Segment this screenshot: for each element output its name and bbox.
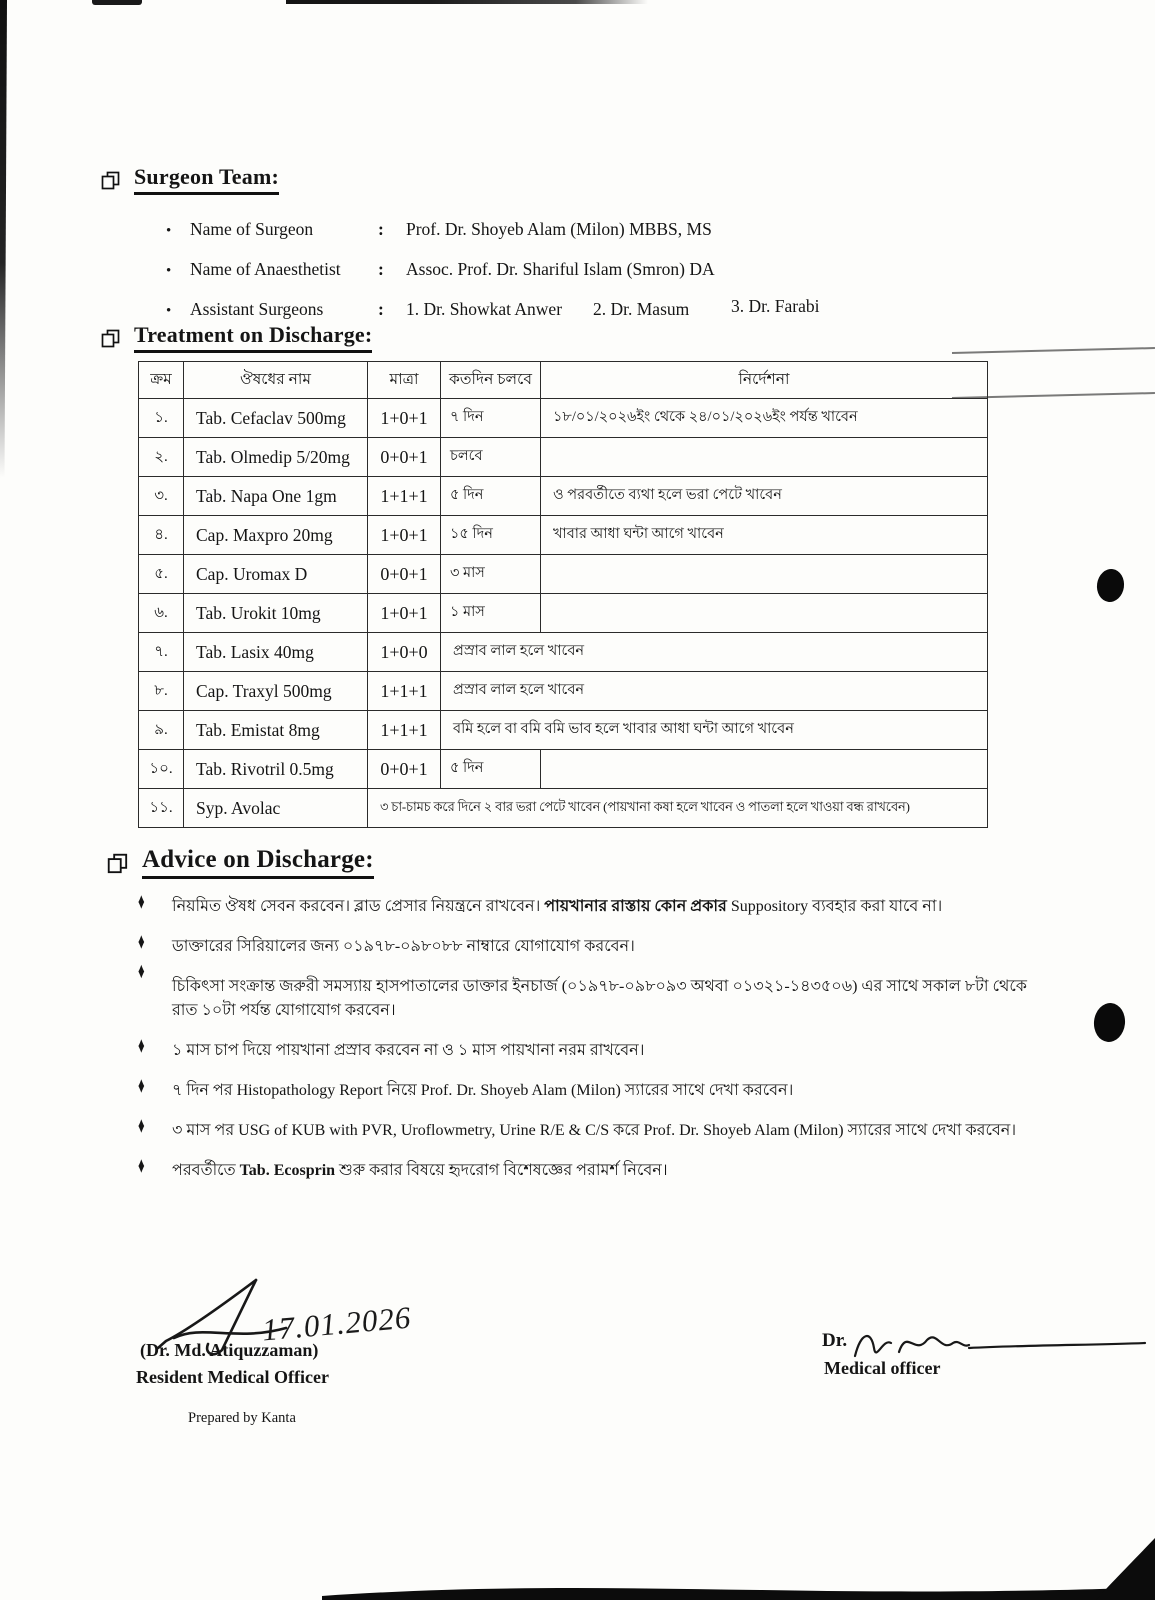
left-signatory-title: Resident Medical Officer bbox=[136, 1367, 329, 1387]
advice-text: ডাক্তারের সিরিয়ালের জন্য ০১৯৭৮-০৯৮০৮৮ নাম্বারে যোগাযোগ করবেন। bbox=[172, 937, 635, 955]
advice-text: ১ মাস চাপ দিয়ে পায়খানা প্রস্রাব করবেন না ও ১ মাস পায়খানা নরম রাখবেন। bbox=[172, 1042, 645, 1060]
cell-instruction: ৩ চা-চামচ করে দিনে ২ বার ভরা পেটে খাবেন (পায়খানা কষা হলে খাবেন ও পাতলা হলে খাওয়া বন্ধ রাখবেন) bbox=[368, 789, 988, 828]
advice-title: Advice on Discharge: bbox=[142, 846, 374, 879]
table-row bbox=[139, 711, 988, 750]
section-marker-icon bbox=[100, 329, 122, 349]
advice-item bbox=[106, 1032, 1056, 1064]
header-medicine-name: ঔষধের নাম bbox=[184, 362, 368, 399]
cell-serial: ৪. bbox=[139, 516, 184, 555]
cell-serial: ৮. bbox=[139, 672, 184, 711]
cell-serial: ১০. bbox=[139, 750, 184, 789]
cell-medicine-name: Tab. Napa One 1gm bbox=[184, 477, 368, 516]
surgeon-label: Name of Surgeon bbox=[190, 219, 314, 239]
table-row bbox=[139, 555, 988, 594]
cell-dose: 0+0+1 bbox=[368, 438, 441, 477]
advice-text: পরবর্তীতে Tab. Ecosprin শুরু করার বিষয়ে হৃদরোগ বিশেষজ্ঞের পরামর্শ নিবেন। bbox=[172, 1161, 668, 1179]
advice-item bbox=[106, 957, 1056, 1025]
colon: : bbox=[378, 259, 384, 279]
right-signatory-prefix: Dr. bbox=[822, 1330, 848, 1351]
cell-medicine-name: Tab. Cefaclav 500mg bbox=[184, 399, 368, 438]
cell-duration: চলবে bbox=[441, 438, 541, 477]
surgeon-row bbox=[100, 219, 1020, 240]
assistant-surgeon-3: 3. Dr. Farabi bbox=[731, 296, 820, 316]
cell-instruction: খাবার আধা ঘন্টা আগে খাবেন bbox=[541, 516, 988, 555]
colon: : bbox=[378, 219, 384, 239]
advice-text: ৭ দিন পর Histopathology Report নিয়ে Prof. Dr. Shoyeb Alam (Milon) স্যারের সাথে দেখা করবেন। bbox=[172, 1081, 794, 1099]
right-signatory-title: Medical officer bbox=[824, 1358, 941, 1378]
diamond-bullet-icon: ♦ bbox=[138, 957, 145, 983]
anaesthetist-label: Name of Anaesthetist bbox=[190, 259, 341, 279]
advice-section bbox=[106, 846, 1056, 1198]
cell-medicine-name: Tab. Lasix 40mg bbox=[184, 633, 368, 672]
cell-dose: 1+0+1 bbox=[368, 399, 441, 438]
cell-medicine-name: Tab. Rivotril 0.5mg bbox=[184, 750, 368, 789]
advice-item bbox=[106, 1111, 1056, 1144]
cell-serial: ২. bbox=[139, 438, 184, 477]
cell-serial: ৭. bbox=[139, 633, 184, 672]
cell-serial: ১১. bbox=[139, 789, 184, 828]
bullet-icon: • bbox=[166, 223, 172, 239]
table-row bbox=[139, 789, 988, 828]
cell-dose: 1+0+1 bbox=[368, 516, 441, 555]
table-row bbox=[139, 516, 988, 555]
table-row bbox=[139, 477, 988, 516]
cell-duration: ৫ দিন bbox=[441, 750, 541, 789]
surgeon-value: Prof. Dr. Shoyeb Alam (Milon) MBBS, MS bbox=[406, 219, 712, 239]
diamond-bullet-icon: ♦ bbox=[138, 1111, 145, 1138]
cell-instruction bbox=[541, 750, 988, 789]
assistant-surgeon-1: 1. Dr. Showkat Anwer bbox=[406, 299, 563, 319]
handwritten-date: 17.01.2026 bbox=[260, 1299, 413, 1348]
surgeon-team-header bbox=[100, 164, 1020, 195]
cell-instruction bbox=[541, 438, 988, 477]
cell-duration: ৭ দিন bbox=[441, 399, 541, 438]
treatment-table-body bbox=[139, 399, 988, 828]
punch-hole-mark bbox=[1092, 1001, 1127, 1043]
cell-serial: ৩. bbox=[139, 477, 184, 516]
table-row bbox=[139, 594, 988, 633]
cell-instruction: প্রস্রাব লাল হলে খাবেন bbox=[441, 672, 988, 711]
anaesthetist-value: Assoc. Prof. Dr. Shariful Islam (Smron) DA bbox=[406, 259, 715, 279]
advice-item bbox=[106, 887, 1056, 920]
scan-bottom-shadow bbox=[0, 1538, 1155, 1600]
cell-dose: 0+0+1 bbox=[368, 555, 441, 594]
treatment-title: Treatment on Discharge: bbox=[134, 322, 372, 353]
header-instruction: নির্দেশনা bbox=[541, 362, 988, 399]
cell-medicine-name: Tab. Emistat 8mg bbox=[184, 711, 368, 750]
cell-instruction: ও পরবর্তীতে ব্যথা হলে ভরা পেটে খাবেন bbox=[541, 477, 988, 516]
left-signatory-name: (Dr. Md. Atiquzzaman) bbox=[140, 1340, 319, 1360]
surgeon-team-title: Surgeon Team: bbox=[134, 164, 279, 195]
surgeon-row bbox=[100, 259, 1020, 280]
cell-medicine-name: Syp. Avolac bbox=[184, 789, 368, 828]
surgeon-team-section bbox=[100, 164, 1020, 320]
cell-dose: 1+0+1 bbox=[368, 594, 441, 633]
cell-serial: ৬. bbox=[139, 594, 184, 633]
cell-medicine-name: Tab. Urokit 10mg bbox=[184, 594, 368, 633]
advice-text: চিকিৎসা সংক্রান্ত জরুরী সমস্যায় হাসপাতালের ডাক্তার ইনচার্জ (০১৯৭৮-০৯৮০৯৩ অথবা ০১৩২১-১৪৩৫০৬) এর সাথে সকাল ৮টা থেকে রাত ১০টা পর্যন্ত যোগাযোগ করবেন। bbox=[172, 977, 1027, 1020]
cell-medicine-name: Cap. Uromax D bbox=[184, 555, 368, 594]
advice-text: নিয়মিত ঔষধ সেবন করবেন। ব্লাড প্রেসার নিয়ন্ত্রনে রাখবেন। পায়খানার রাস্তায় কোন প্রকার Suppository ব্যবহার করা যাবে না। bbox=[172, 898, 943, 915]
diamond-bullet-icon: ♦ bbox=[138, 1071, 145, 1098]
section-marker-icon bbox=[106, 853, 130, 875]
cell-dose: 0+0+1 bbox=[368, 750, 441, 789]
cell-medicine-name: Cap. Maxpro 20mg bbox=[184, 516, 368, 555]
punch-hole-mark bbox=[1095, 567, 1126, 603]
cell-duration: ৫ দিন bbox=[441, 477, 541, 516]
cell-dose: 1+1+1 bbox=[368, 477, 441, 516]
bullet-icon: • bbox=[166, 263, 172, 279]
prepared-by-note: Prepared by Kanta bbox=[188, 1410, 296, 1426]
table-row bbox=[139, 672, 988, 711]
advice-text: ৩ মাস পর USG of KUB with PVR, Uroflowmetry, Urine R/E & C/S করে Prof. Dr. Shoyeb Alam (Milon) স্যারের সাথে দেখা করবেন। bbox=[172, 1121, 1017, 1139]
bullet-icon: • bbox=[166, 303, 172, 319]
cell-duration: ১৫ দিন bbox=[441, 516, 541, 555]
cell-instruction bbox=[541, 594, 988, 633]
table-header-row bbox=[139, 362, 988, 399]
cell-instruction: ১৮/০১/২০২৬ইং থেকে ২৪/০১/২০২৬ইং পর্যন্ত খাবেন bbox=[541, 399, 988, 438]
table-row bbox=[139, 750, 988, 789]
colon: : bbox=[378, 299, 384, 319]
cell-dose: 1+0+0 bbox=[368, 633, 441, 672]
diamond-bullet-icon: ♦ bbox=[138, 1032, 145, 1058]
treatment-header bbox=[100, 322, 988, 353]
diamond-bullet-icon: ♦ bbox=[138, 1151, 145, 1178]
table-row bbox=[139, 633, 988, 672]
diamond-bullet-icon: ♦ bbox=[138, 887, 145, 914]
advice-item bbox=[106, 1151, 1056, 1184]
treatment-section bbox=[100, 322, 988, 828]
scan-edge-artifact bbox=[286, 0, 648, 4]
cell-instruction: প্রস্রাব লাল হলে খাবেন bbox=[441, 633, 988, 672]
header-duration: কতদিন চলবে bbox=[441, 362, 541, 399]
header-serial: ক্রম bbox=[139, 362, 184, 399]
cell-duration: ৩ মাস bbox=[441, 555, 541, 594]
cell-duration: ১ মাস bbox=[441, 594, 541, 633]
cell-dose: 1+1+1 bbox=[368, 711, 441, 750]
advice-header bbox=[106, 846, 1056, 879]
cell-serial: ৯. bbox=[139, 711, 184, 750]
scan-edge-artifact bbox=[92, 0, 142, 5]
scan-edge-artifact bbox=[0, 0, 7, 478]
surgeon-row bbox=[100, 296, 1020, 320]
cell-serial: ১. bbox=[139, 399, 184, 438]
treatment-table bbox=[138, 361, 988, 828]
cell-dose: 1+1+1 bbox=[368, 672, 441, 711]
assistant-surgeon-2: 2. Dr. Masum bbox=[593, 299, 690, 319]
assistant-surgeons-label: Assistant Surgeons bbox=[190, 299, 324, 319]
section-marker-icon bbox=[100, 171, 122, 191]
header-dose: মাত্রা bbox=[368, 362, 441, 399]
cell-medicine-name: Tab. Olmedip 5/20mg bbox=[184, 438, 368, 477]
table-row bbox=[139, 399, 988, 438]
cell-medicine-name: Cap. Traxyl 500mg bbox=[184, 672, 368, 711]
advice-list bbox=[106, 887, 1056, 1183]
diamond-bullet-icon: ♦ bbox=[138, 927, 145, 954]
table-row bbox=[139, 438, 988, 477]
cell-instruction bbox=[541, 555, 988, 594]
advice-item bbox=[106, 927, 1056, 960]
advice-item bbox=[106, 1071, 1056, 1104]
cell-instruction: বমি হলে বা বমি বমি ভাব হলে খাবার আধা ঘন্টা আগে খাবেন bbox=[441, 711, 988, 750]
cell-serial: ৫. bbox=[139, 555, 184, 594]
